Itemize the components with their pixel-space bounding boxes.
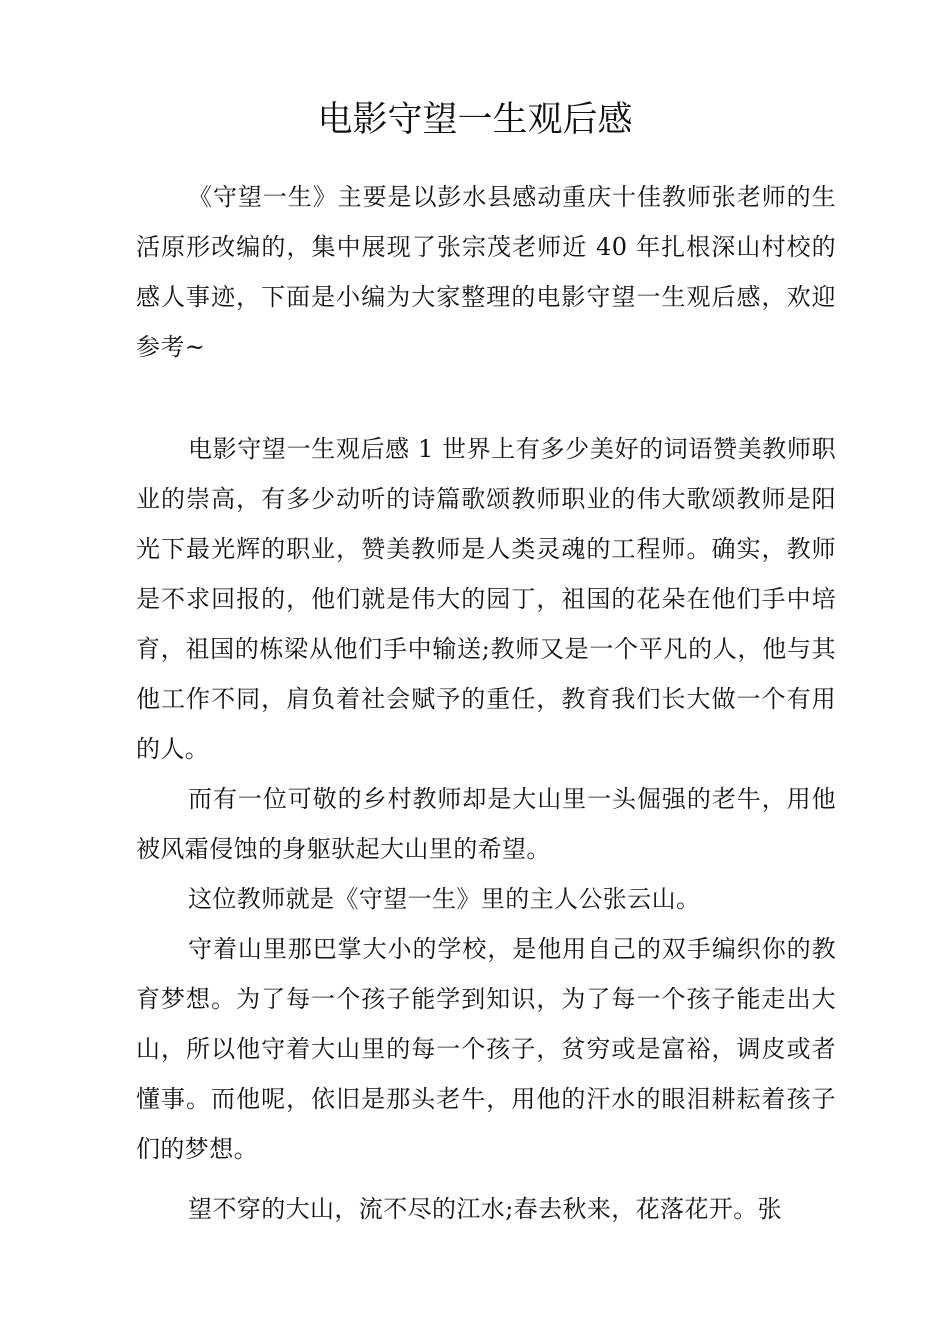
body-paragraph-3: 这位教师就是《守望一生》里的主人公张云山。 [188, 885, 701, 913]
document-title: 电影守望一生观后感 [317, 100, 633, 140]
body-paragraph-2: 而有一位可敬的乡村教师却是大山里一头倔强的老牛，用他被风霜侵蚀的身躯驮起大山里的希望。 [136, 785, 836, 863]
body-paragraph-5: 望不穿的大山，流不尽的江水;春去秋来，花落花开。张 [188, 1195, 783, 1223]
body-paragraph-1: 电影守望一生观后感 1 世界上有多少美好的词语赞美教师职业的崇高，有多少动听的诗篇歌颂教师职业的伟大歌颂教师是阳光下最光辉的职业，赞美教师是人类灵魂的工程师。确实，教师是不求回报的，他们就是伟大的园丁，祖国的花朵在他们手中培育，祖国的栋梁从他们手中输送;教师又是一个平凡的人，他与其他工作不同，肩负着社会赋予的重任，教育我们长大做一个有用的人。 [136, 435, 836, 763]
document-body [136, 172, 836, 1234]
body-paragraph-4: 守着山里那巴掌大小的学校，是他用自己的双手编织你的教育梦想。为了每一个孩子能学到知识，为了每一个孩子能走出大山，所以他守着大山里的每一个孩子，贫穷或是富裕，调皮或者懂事。而他呢，依旧是那头老牛，用他的汗水的眼泪耕耘着孩子们的梦想。 [136, 935, 836, 1163]
intro-paragraph: 《守望一生》主要是以彭水县感动重庆十佳教师张老师的生活原形改编的，集中展现了张宗茂老师近 40 年扎根深山村校的感人事迹，下面是小编为大家整理的电影守望一生观后感，欢迎参考~ [136, 183, 836, 361]
